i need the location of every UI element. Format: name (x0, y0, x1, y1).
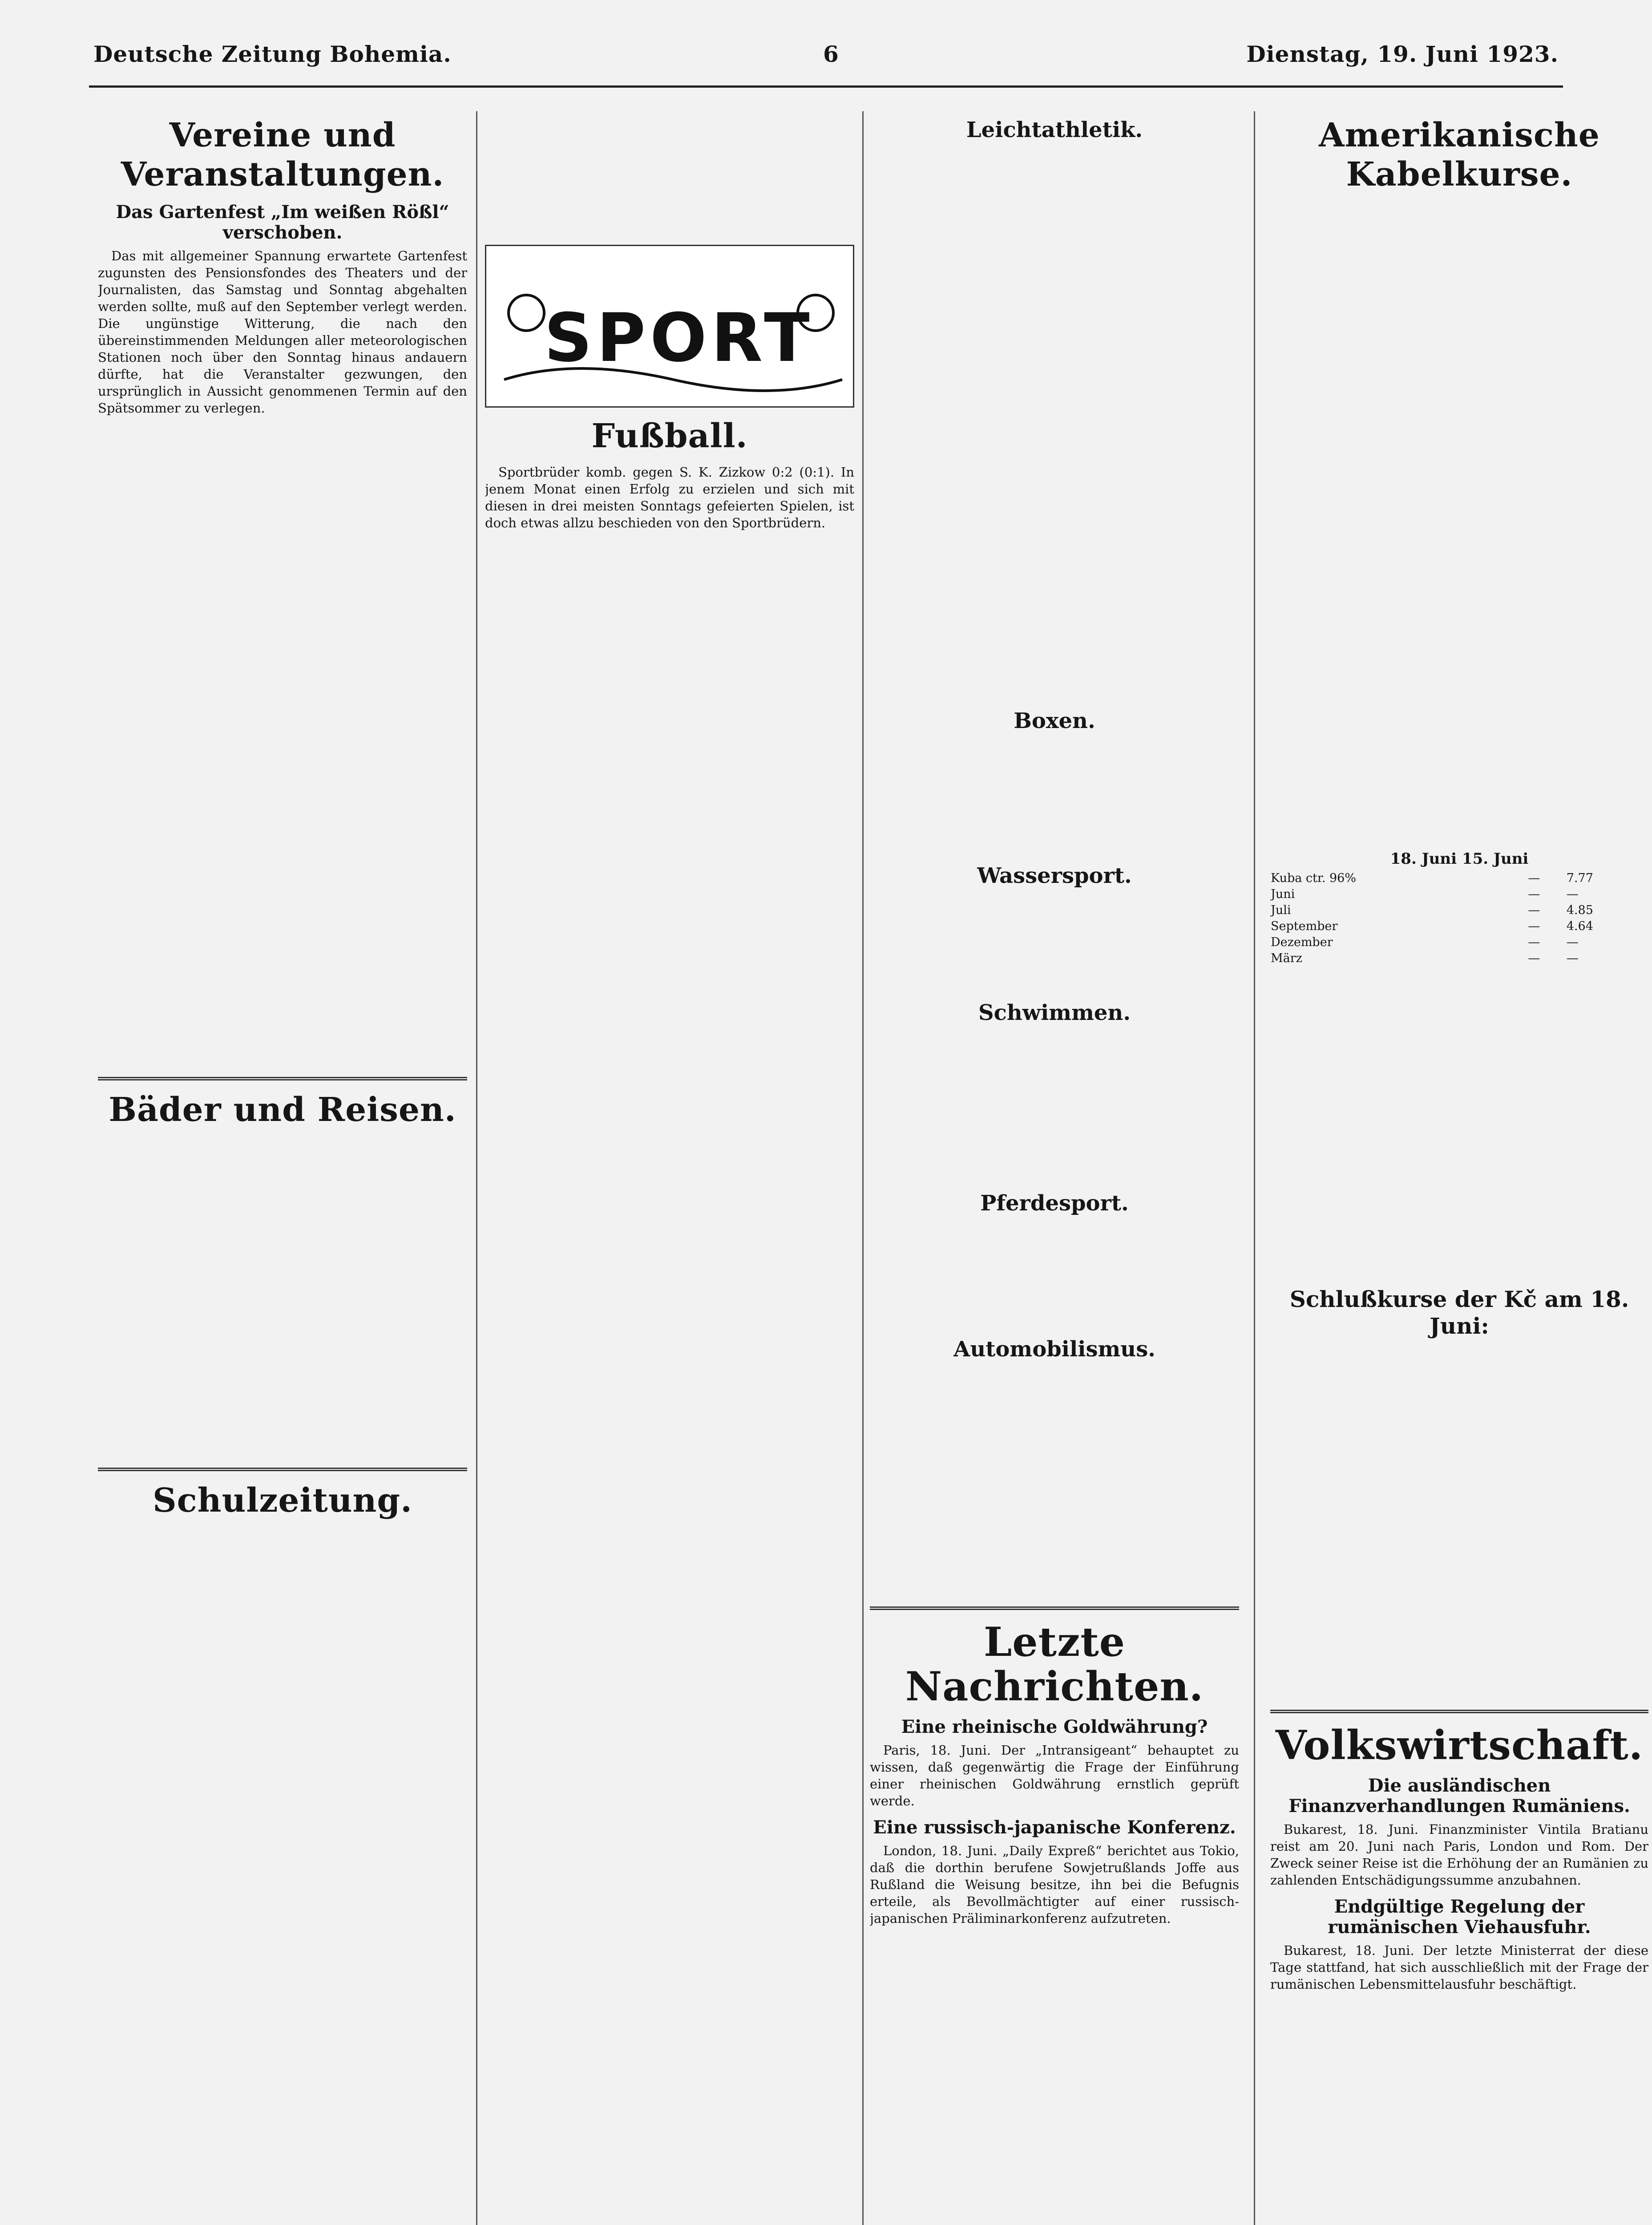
divider (1270, 1710, 1648, 1713)
column-2 (485, 111, 854, 2225)
column-1 (98, 111, 467, 2225)
table-cell: Dezember (1271, 935, 1333, 949)
sugar-price-table (1270, 870, 1648, 967)
section-title: Schwimmen. (978, 1000, 1131, 1025)
body-text (1270, 1344, 1648, 1700)
table-row (1270, 886, 1648, 902)
header-rule (89, 85, 1563, 88)
section-title: Wassersport. (977, 863, 1132, 888)
section-title: Leichtathletik. (966, 117, 1143, 142)
table-cell: — (1528, 919, 1540, 933)
article-headline: Das Gartenfest „Im weißen Rößl“ verschoben. (116, 202, 449, 243)
section-title: Automobilismus. (953, 1337, 1155, 1362)
article-paragraph: Bukarest, 18. Juni. Finanzminister Vintila Bratianu reist am 20. Juni nach Paris, London und Rom. Der Zweck seiner Reise ist die Erhöhung der an Rumänien zu zahlenden Entschädigungssumme anzubahnen. (1270, 1822, 1648, 1888)
table-cell: — (1566, 935, 1579, 949)
body-text (485, 111, 854, 240)
section-title: Boxen. (1014, 708, 1095, 733)
section-title: Vereine und Veranstaltungen. (121, 116, 444, 194)
column-3 (870, 111, 1239, 2225)
article-paragraph: London, 18. Juni. „Daily Expreß“ berichtet aus Tokio, daß die dorthin berufene Sowjetrußlands Joffe aus Rußland die Weisung besitze, ihn bei die Befugnis erteile, als Bevollmächtigter auf einer russisch-japanischen Präliminarkonferenz aufzutreten. (870, 1843, 1239, 1926)
section-title: Fußball. (591, 417, 748, 455)
body-text (870, 737, 1239, 857)
body-text (870, 146, 1239, 702)
section-title: Letzte Nachrichten. (905, 1618, 1204, 1710)
sport-wordmark: SPORT (544, 299, 814, 377)
table-cell: März (1271, 951, 1302, 965)
body-text (870, 1365, 1239, 1597)
body-text (870, 892, 1239, 994)
page-header (89, 36, 1563, 72)
table-cell: 4.64 (1566, 919, 1593, 933)
table-cell: — (1528, 887, 1540, 901)
column-divider (862, 111, 864, 2225)
table-cell: — (1528, 871, 1540, 885)
body-text (1270, 967, 1648, 1278)
article-paragraph: Das mit allgemeiner Spannung erwartete Gartenfest zugunsten des Pensionsfondes des Theaters und der Journalisten, das Samstag und Sonntag abgehalten werden sollte, muß auf den September verlegt werden. Die ungünstige Witterung, die nach den übereinstimmenden Meldungen aller meteorologischen Stationen noch über den Sonntag hinaus andauern dürfte, hat die Veranstalter gezwungen, den ursprünglich in Aussicht genommenen Termin auf den Spätsommer zu verlegen. (98, 248, 467, 416)
column-divider (1254, 111, 1255, 2225)
table-row (1270, 951, 1648, 967)
body-text (98, 422, 467, 1067)
column-4 (1270, 111, 1648, 2225)
table-cell: — (1566, 951, 1579, 965)
table-title: 18. Juni 15. Juni (1390, 850, 1529, 868)
body-text (1270, 202, 1648, 847)
section-title: Schlußkurse der Kč am 18. Juni: (1289, 1286, 1629, 1339)
masthead: Deutsche Zeitung Bohemia. (93, 41, 452, 67)
table-row (1270, 870, 1648, 886)
page-number: 6 (823, 41, 839, 67)
table-row (1270, 934, 1648, 951)
body-text (870, 1219, 1239, 1331)
table-cell: September (1271, 919, 1338, 933)
table-cell: — (1528, 903, 1540, 917)
table-cell: 4.85 (1566, 903, 1593, 917)
sport-illustration (485, 245, 854, 408)
table-row (1270, 902, 1648, 918)
body-text (870, 1029, 1239, 1185)
article-paragraph: Sportbrüder komb. gegen S. K. Zizkow 0:2 (0:1). In jenem Monat einen Erfolg zu erzielen und sich mit diesen in drei meisten Sonntags gefeierten Spielen, ist doch etwas allzu beschieden von den Sportbrüdern. (485, 465, 854, 530)
article-paragraph: Paris, 18. Juni. Der „Intransigeant“ behauptet zu wissen, daß gegenwärtig die Frage der Einführung einer rheinischen Goldwährung ernstlich geprüft werde. (870, 1743, 1239, 1808)
article-headline: Endgültige Regelung der rumänischen Viehausfuhr. (1328, 1896, 1591, 1938)
article-headline: Eine russisch-japanische Konferenz. (873, 1817, 1236, 1838)
divider (870, 1606, 1239, 1610)
table-cell: — (1528, 935, 1540, 949)
divider (98, 1468, 467, 1471)
column-divider (476, 111, 477, 2225)
table-cell: Juni (1271, 887, 1295, 901)
table-cell: — (1528, 951, 1540, 965)
section-title: Schulzeitung. (153, 1481, 412, 1520)
table-cell: Kuba ctr. 96% (1271, 871, 1357, 885)
table-cell: Juli (1271, 903, 1291, 917)
body-text (98, 1137, 467, 1458)
issue-date: Dienstag, 19. Juni 1923. (1246, 41, 1559, 67)
table-cell: 7.77 (1566, 871, 1593, 885)
article-headline: Eine rheinische Goldwährung? (901, 1716, 1208, 1737)
divider (98, 1077, 467, 1080)
table-cell: — (1566, 887, 1579, 901)
section-title: Bäder und Reisen. (109, 1091, 456, 1129)
section-title: Volkswirtschaft. (1275, 1722, 1644, 1769)
section-title: Amerikanische Kabelkurse. (1319, 116, 1600, 194)
section-title: Pferdesport. (980, 1191, 1129, 1216)
table-row (1270, 918, 1648, 934)
article-headline: Die ausländischen Finanzverhandlungen Rumäniens. (1288, 1775, 1630, 1816)
article-paragraph: Bukarest, 18. Juni. Der letzte Ministerrat der diese Tage stattfand, hat sich ausschließlich mit der Frage der rumänischen Lebensmittelausfuhr beschäftigt. (1270, 1943, 1648, 1992)
